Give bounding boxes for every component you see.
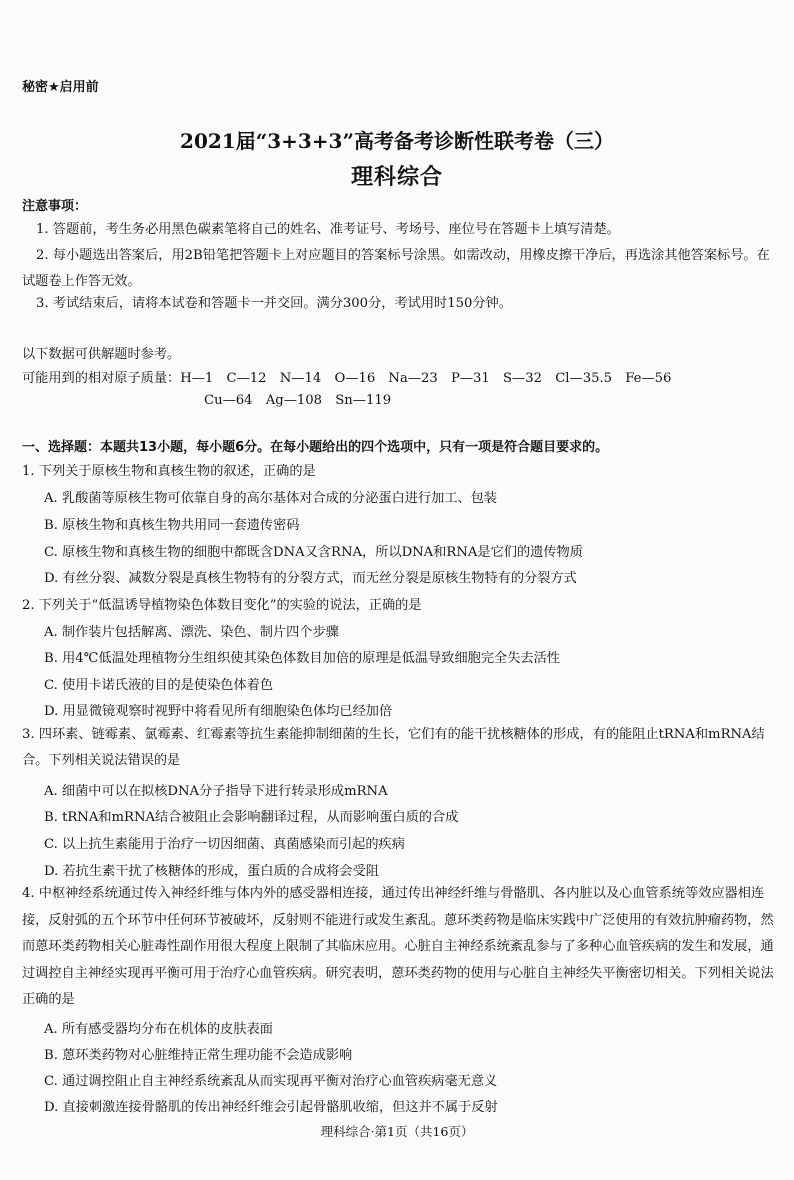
question-option: A. 制作装片包括解离、漂洗、染色、制片四个步骤 — [44, 625, 339, 640]
question-option: C. 使用卡诺氏液的目的是使染色体着色 — [44, 678, 274, 693]
question-stem: 3. 四环素、链霉素、氯霉素、红霉素等抗生素能抑制细菌的生长，它们有的能干扰核糖体的形成，有的能阻止tRNA和mRNA结合。下列相关说法错误的是 — [22, 727, 765, 768]
reference-intro: 以下数据可供解题时参考。 — [22, 347, 181, 362]
question-option: A. 所有感受器均分布在机体的皮肤表面 — [44, 1022, 273, 1037]
exam-title: 2021届“3+3+3”高考备考诊断性联考卷（三） — [180, 129, 614, 153]
question-option: D. 有丝分裂、减数分裂是真核生物特有的分裂方式，而无丝分裂是原核生物特有的分裂方式 — [44, 571, 577, 586]
question-option: A. 乳酸菌等原核生物可依靠自身的高尔基体对合成的分泌蛋白进行加工、包装 — [44, 491, 498, 506]
question-option: C. 以上抗生素能用于治疗一切因细菌、真菌感染而引起的疾病 — [44, 837, 405, 852]
notice-item: 3. 考试结束后，请将本试卷和答题卡一并交回。满分300分，考试用时150分钟。 — [36, 296, 512, 311]
question-option: B. 原核生物和真核生物共用同一套遗传密码 — [44, 518, 300, 533]
question-option: B. tRNA和mRNA结合被阻止会影响翻译过程，从而影响蛋白质的合成 — [44, 810, 459, 825]
atomic-mass-line: Cu—64 Ag—108 Sn—119 — [204, 393, 392, 408]
question-stem: 2. 下列关于“低温诱导植物染色体数目变化”的实验的说法，正确的是 — [22, 598, 422, 613]
secret-label: 秘密★启用前 — [22, 80, 99, 95]
section-heading: 一、选择题：本题共13小题，每小题6分。在每小题给出的四个选项中，只有一项是符合题目要求的。 — [22, 440, 609, 455]
question-option: B. 用4℃低温处理植物分生组织使其染色体数目加倍的原理是低温导致细胞完全失去活性 — [44, 651, 560, 666]
question-stem: 4. 中枢神经系统通过传入神经纤维与体内外的感受器相连接，通过传出神经纤维与骨骼肌、各内脏以及心血管系统等效应器相连接，反射弧的五个环节中任何环节被破坏，反射则不能进行或发生紊乱。蒽环类药物是临床实践中广泛使用的有效抗肿瘤药物，然而蒽环类药物相关心脏毒性副作用很大程度上限制了其临床应用。心脏自主神经系统紊乱参与了多种心血管疾病的发生和发展，通过调控自主神经实现再平衡可用于治疗心血管疾病。研究表明，蒽环类药物的使用与心脏自主神经失平衡密切相关。下列相关说法正确的是 — [22, 886, 774, 1007]
question-option: D. 若抗生素干扰了核糖体的形成，蛋白质的合成将会受阻 — [44, 864, 379, 879]
exam-subtitle: 理科综合 — [350, 164, 443, 190]
question-option: C. 通过调控阻止自主神经系统紊乱从而实现再平衡对治疗心血管疾病毫无意义 — [44, 1074, 498, 1089]
question-option: D. 用显微镜观察时视野中将看见所有细胞染色体均已经加倍 — [44, 704, 393, 719]
question-option: D. 直接刺激连接骨骼肌的传出神经纤维会引起骨骼肌收缩，但这并不属于反射 — [44, 1100, 498, 1115]
question-stem: 1. 下列关于原核生物和真核生物的叙述，正确的是 — [22, 464, 316, 479]
question-option: B. 蒽环类药物对心脏维持正常生理功能不会造成影响 — [44, 1048, 353, 1063]
notice-item: 1. 答题前，考生务必用黑色碳素笔将自己的姓名、准考证号、考场号、座位号在答题卡上填写清楚。 — [36, 222, 620, 237]
question-option: A. 细菌中可以在拟核DNA分子指导下进行转录形成mRNA — [44, 784, 388, 799]
page-footer: 理科综合·第1页（共16页） — [320, 1124, 474, 1139]
notice-heading: 注意事项： — [22, 199, 88, 214]
notice-item: 2. 每小题选出答案后，用2B铅笔把答题卡上对应题目的答案标号涂黑。如需改动，用橡皮擦干净后，再选涂其他答案标号。在试题卷上作答无效。 — [22, 248, 770, 289]
atomic-mass-line: 可能用到的相对原子质量：H—1 C—12 N—14 O—16 Na—23 P—31 S—32 Cl—35.5 Fe—56 — [22, 371, 672, 386]
question-option: C. 原核生物和真核生物的细胞中都既含DNA又含RNA，所以DNA和RNA是它们的遗传物质 — [44, 545, 583, 560]
